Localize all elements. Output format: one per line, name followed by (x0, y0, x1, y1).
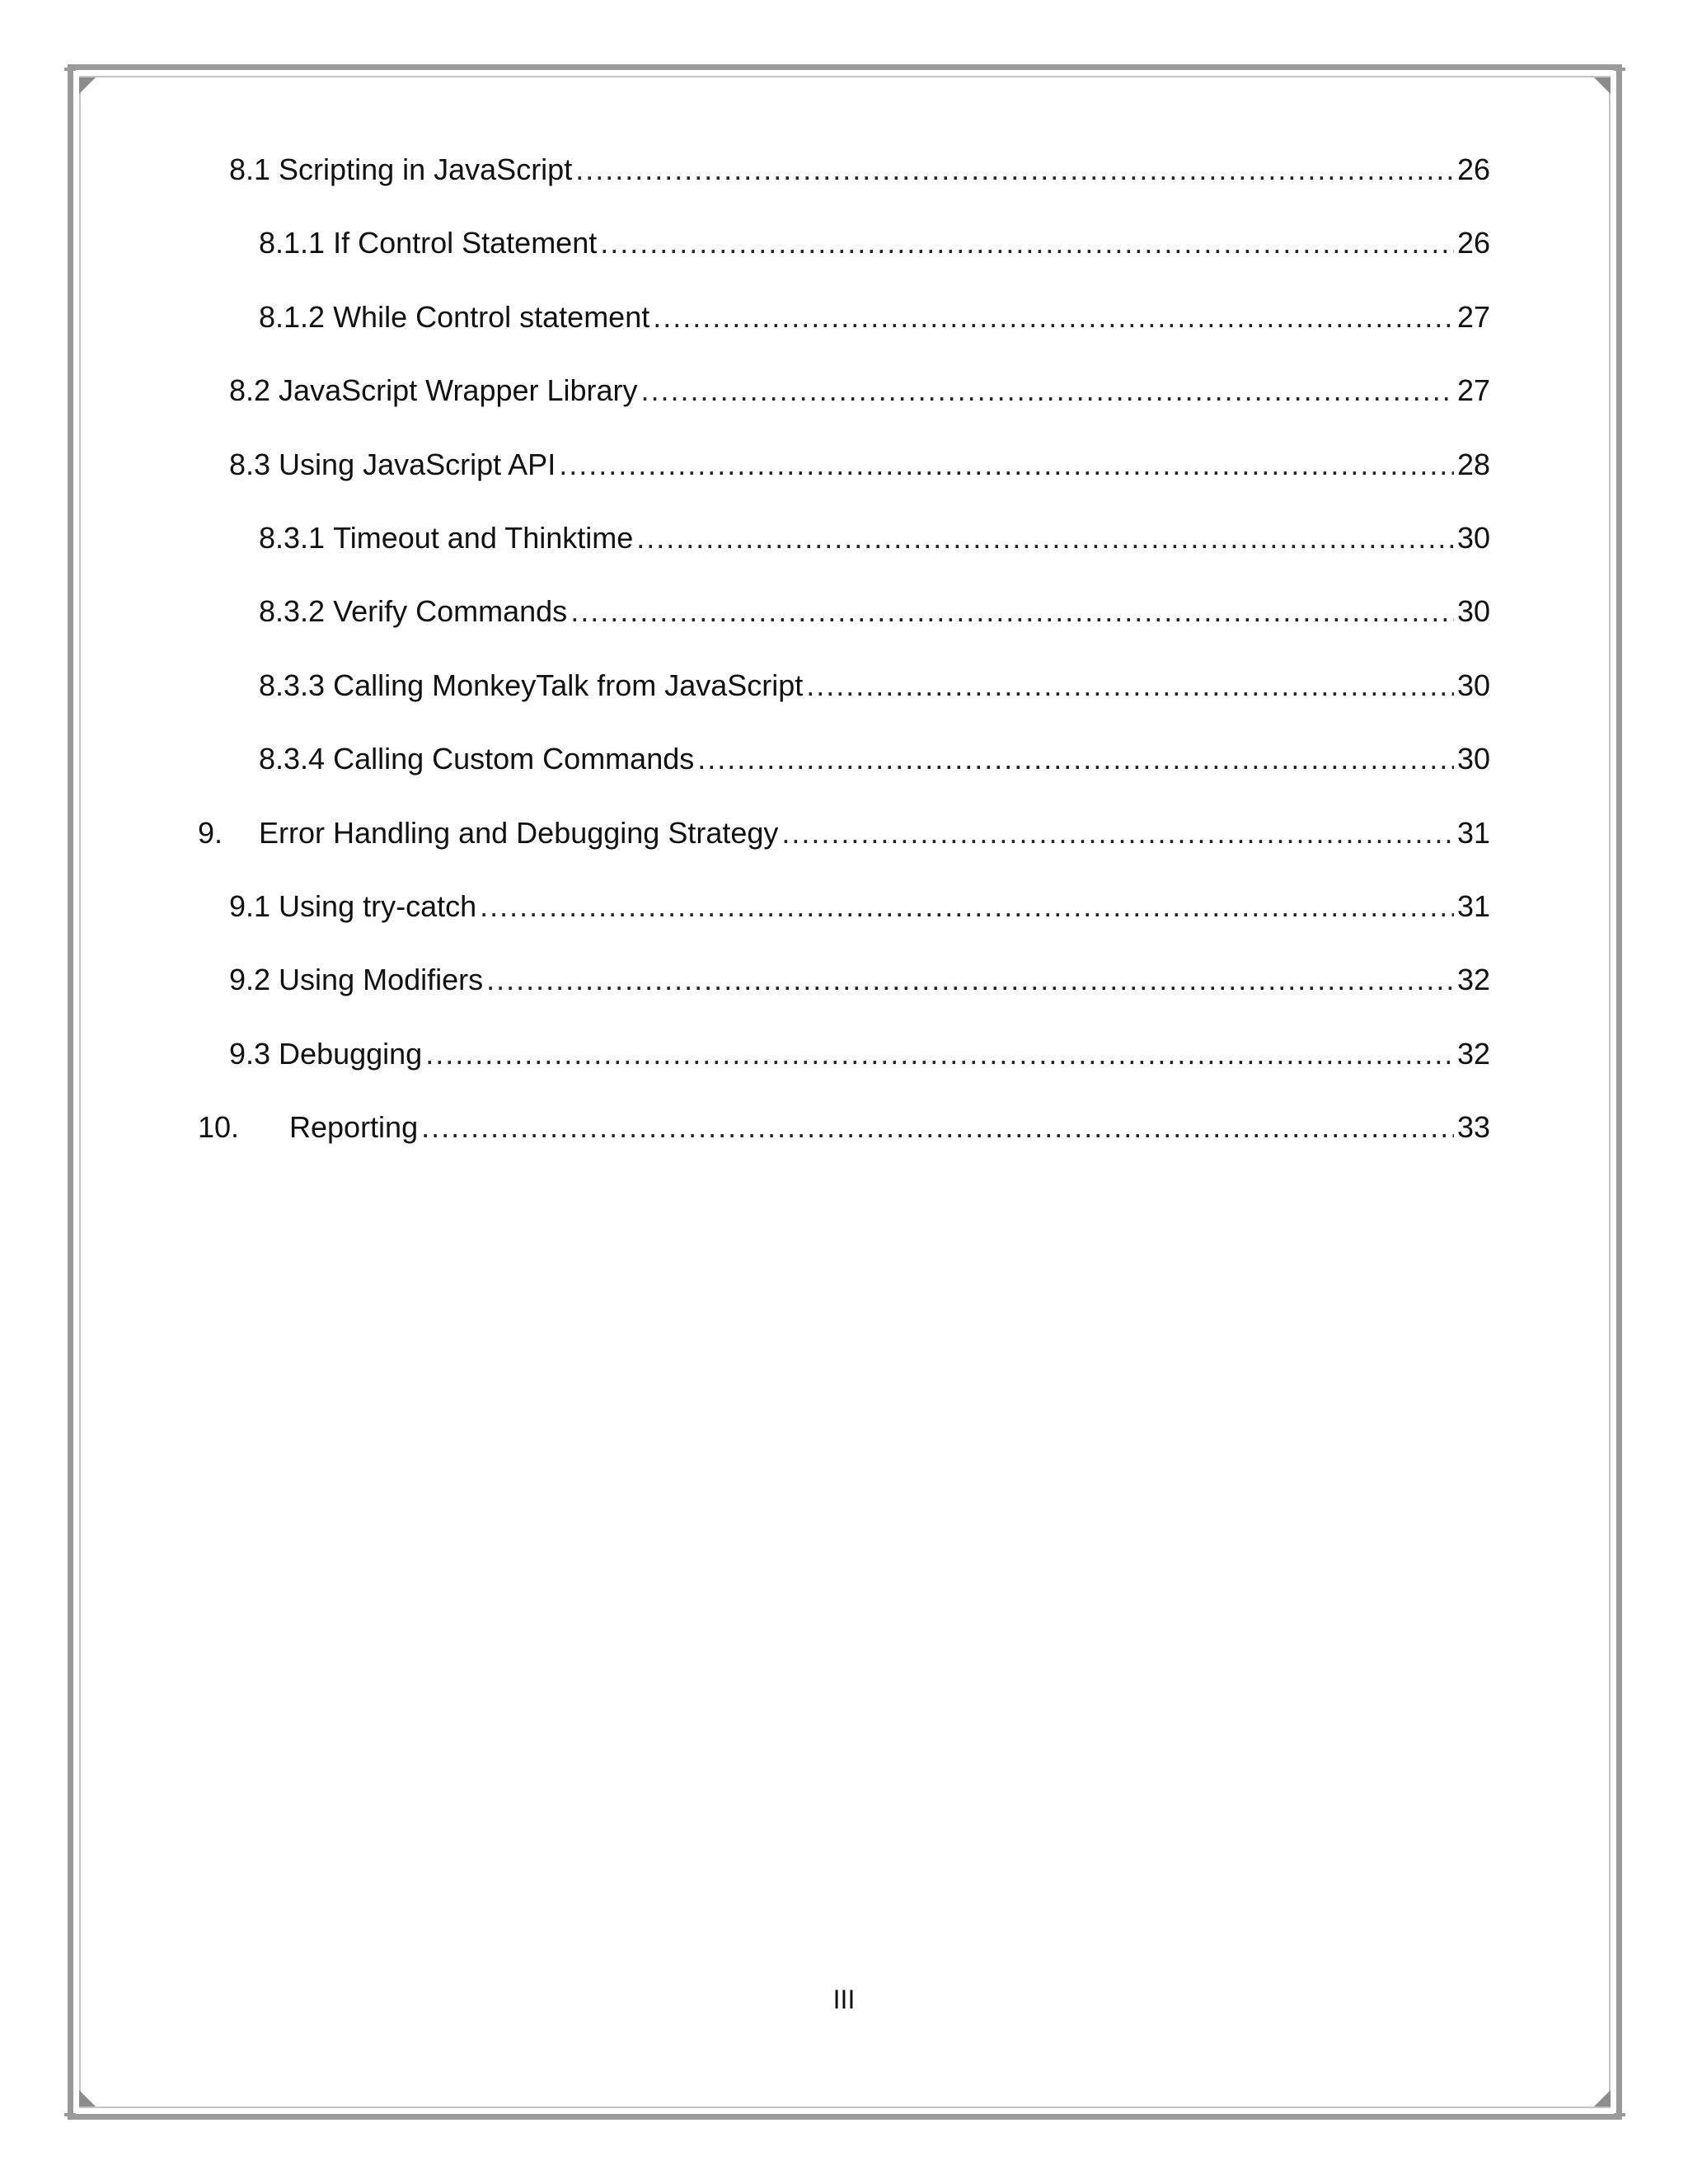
corner-ornament-bottom-right (1594, 2090, 1611, 2107)
border-notch (64, 68, 76, 71)
toc-dot-leader (575, 145, 1454, 194)
toc-entry[interactable] (198, 587, 1490, 660)
toc-entry-page: 26 (1456, 152, 1490, 186)
toc-dot-leader (600, 218, 1454, 268)
toc-entry-number: 8.3.3 (259, 668, 326, 702)
toc-entry[interactable] (198, 145, 1490, 218)
toc-entry-page: 32 (1456, 1036, 1490, 1071)
toc-dot-leader (425, 1029, 1454, 1079)
toc-dot-leader (559, 440, 1454, 490)
toc-entry-title: Using Modifiers (279, 963, 484, 997)
toc-entry-title: Calling Custom Commands (333, 742, 695, 776)
corner-ornament-bottom-left (79, 2090, 96, 2107)
toc-entry-title: Verify Commands (333, 594, 568, 629)
toc-entry-title: While Control statement (333, 299, 650, 334)
toc-entry-number: 8.1.2 (259, 299, 326, 334)
toc-entry[interactable] (198, 955, 1490, 1029)
toc-entry-title: JavaScript Wrapper Library (279, 373, 638, 408)
table-of-contents (198, 145, 1490, 1176)
toc-entry[interactable] (198, 1103, 1490, 1176)
toc-dot-leader (486, 955, 1454, 1005)
toc-entry[interactable] (198, 734, 1490, 808)
toc-entry-number: 8.3.1 (259, 520, 326, 555)
toc-entry[interactable] (198, 440, 1490, 513)
border-notch (64, 2113, 76, 2116)
toc-entry-number: 8.3 (229, 447, 271, 481)
corner-ornament-top-left (79, 77, 96, 94)
toc-entry-title: If Control Statement (333, 226, 598, 260)
toc-dot-leader (697, 734, 1454, 784)
toc-entry-number: 9. (198, 815, 223, 850)
toc-entry[interactable] (198, 513, 1490, 587)
toc-dot-leader (653, 293, 1454, 342)
toc-entry-number: 9.3 (229, 1036, 271, 1071)
toc-entry-title: Using JavaScript API (279, 447, 556, 481)
toc-entry-number: 8.1 (229, 152, 271, 186)
toc-entry-page: 30 (1456, 668, 1490, 702)
toc-dot-leader (641, 366, 1454, 415)
toc-entry-page: 27 (1456, 373, 1490, 408)
toc-dot-leader (480, 882, 1454, 931)
toc-entry-number: 8.3.2 (259, 594, 326, 629)
toc-entry-page: 26 (1456, 226, 1490, 260)
toc-entry-page: 27 (1456, 299, 1490, 334)
toc-entry[interactable] (198, 218, 1490, 292)
toc-entry-title: Calling MonkeyTalk from JavaScript (333, 668, 804, 702)
toc-entry-page: 30 (1456, 594, 1490, 629)
toc-entry-page: 28 (1456, 447, 1490, 481)
corner-ornament-top-right (1594, 77, 1611, 94)
toc-entry-page: 32 (1456, 963, 1490, 997)
toc-entry-page: 30 (1456, 520, 1490, 555)
toc-entry[interactable] (198, 882, 1490, 955)
toc-entry-title: Debugging (279, 1036, 423, 1071)
toc-entry-title: Timeout and Thinktime (333, 520, 634, 555)
toc-entry[interactable] (198, 661, 1490, 734)
toc-entry[interactable] (198, 366, 1490, 439)
toc-dot-leader (806, 661, 1454, 710)
toc-entry-title: Error Handling and Debugging Strategy (259, 815, 779, 850)
toc-dot-leader (421, 1103, 1454, 1152)
toc-entry-page: 30 (1456, 742, 1490, 776)
toc-dot-leader (570, 587, 1454, 636)
toc-entry[interactable] (198, 293, 1490, 366)
toc-entry[interactable] (198, 808, 1490, 882)
toc-entry-page: 31 (1456, 888, 1490, 923)
toc-entry-number: 8.1.1 (259, 226, 326, 260)
toc-entry-page: 31 (1456, 815, 1490, 850)
toc-entry-title: Reporting (289, 1110, 419, 1145)
border-notch (1614, 2113, 1625, 2116)
toc-dot-leader (636, 513, 1454, 563)
toc-entry-page: 33 (1456, 1110, 1490, 1145)
toc-entry-number: 8.3.4 (259, 742, 326, 776)
toc-entry-title: Scripting in JavaScript (279, 152, 573, 186)
toc-entry[interactable] (198, 1029, 1490, 1103)
toc-entry-title: Using try-catch (279, 888, 477, 923)
toc-entry-number: 8.2 (229, 373, 271, 408)
toc-entry-number: 9.1 (229, 888, 271, 923)
toc-entry-number: 9.2 (229, 963, 271, 997)
toc-dot-leader (781, 808, 1454, 858)
border-notch (1614, 68, 1625, 71)
toc-entry-number: 10. (198, 1110, 240, 1145)
page-number: III (832, 1985, 856, 2014)
